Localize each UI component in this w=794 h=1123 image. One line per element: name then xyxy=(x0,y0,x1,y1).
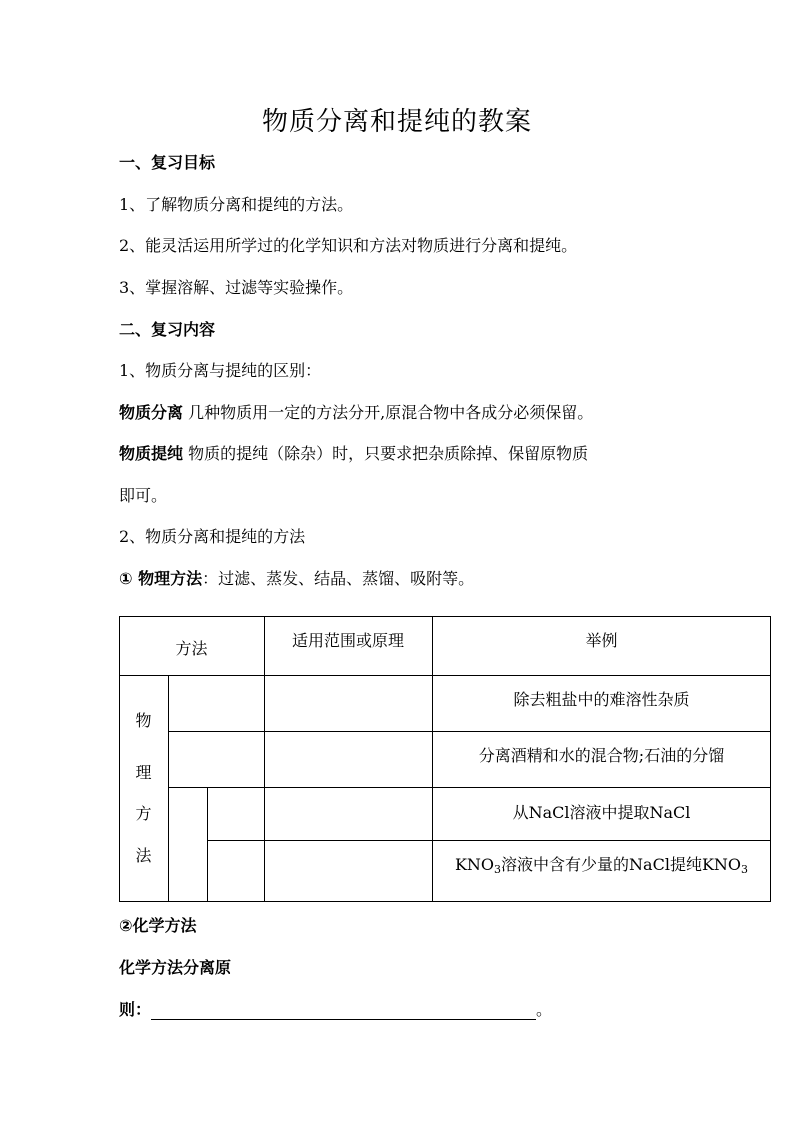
example-4-part-b: 溶液中含有少量的NaCl提纯KNO xyxy=(501,855,742,874)
example-4-subscript-1: 3 xyxy=(494,863,502,876)
separation-label: 物质分离 xyxy=(119,403,184,422)
table-row-divider-1 xyxy=(168,731,771,732)
goal-item-3: 3、掌握溶解、过滤等实验操作。 xyxy=(119,278,354,297)
side-label-char-1: 物 xyxy=(135,711,152,730)
table-col-divider-sub xyxy=(207,787,208,902)
physical-methods-text: ：过滤、蒸发、结晶、蒸馏、吸附等。 xyxy=(202,569,475,588)
table-header-principle: 适用范围或原理 xyxy=(291,631,404,650)
table-row-divider-3 xyxy=(207,840,771,841)
section-heading-review-content: 二、复习内容 xyxy=(119,320,216,339)
example-4-part-a: KNO xyxy=(454,855,495,874)
side-label-char-3: 方 xyxy=(135,804,152,823)
goal-item-2: 2、能灵活运用所学过的化学知识和方法对物质进行分离和提纯。 xyxy=(119,236,578,255)
purification-text: 物质的提纯（除杂）时，只要求把杂质除掉、保留原物质 xyxy=(188,444,589,463)
chemical-principle-fill-in xyxy=(119,997,552,1020)
separation-text: 几种物质用一定的方法分开,原混合物中各成分必须保留。 xyxy=(188,403,594,422)
section-heading-review-goals: 一、复习目标 xyxy=(119,153,216,172)
principle-end-punct: 。 xyxy=(536,1000,553,1019)
subheading-methods: 2、物质分离和提纯的方法 xyxy=(119,527,306,546)
table-header-example: 举例 xyxy=(585,631,618,650)
table-header-divider xyxy=(119,675,771,676)
purification-definition xyxy=(119,441,588,464)
table-col-divider-side xyxy=(168,675,169,902)
methods-table xyxy=(119,616,771,902)
physical-methods-label: ① 物理方法 xyxy=(119,569,203,588)
table-row-divider-2 xyxy=(168,787,771,788)
example-row-1: 除去粗盐中的难溶性杂质 xyxy=(513,690,690,709)
table-col-divider-principle xyxy=(264,616,265,902)
purification-label: 物质提纯 xyxy=(119,444,184,463)
example-row-2: 分离酒精和水的混合物;石油的分馏 xyxy=(478,746,725,765)
physical-methods-line xyxy=(119,566,474,589)
table-header-method: 方法 xyxy=(175,639,208,658)
separation-definition xyxy=(119,400,593,423)
chemical-principle-line: 化学方法分离原 xyxy=(119,958,232,977)
fill-in-blank[interactable] xyxy=(151,1001,536,1020)
side-label-char-2: 理 xyxy=(135,763,152,782)
example-row-4 xyxy=(432,852,771,876)
example-row-3: 从NaCl溶液中提取NaCl xyxy=(512,803,691,822)
chemical-methods-heading: ②化学方法 xyxy=(119,916,197,935)
subheading-difference: 1、物质分离与提纯的区别： xyxy=(119,361,322,380)
purification-text-continued: 即可。 xyxy=(119,486,168,505)
principle-label: 则： xyxy=(119,1000,152,1019)
goal-item-1: 1、了解物质分离和提纯的方法。 xyxy=(119,195,354,214)
side-label-char-4: 法 xyxy=(135,846,152,865)
document-title: 物质分离和提纯的教案 xyxy=(261,107,532,137)
example-4-subscript-2: 3 xyxy=(741,863,749,876)
